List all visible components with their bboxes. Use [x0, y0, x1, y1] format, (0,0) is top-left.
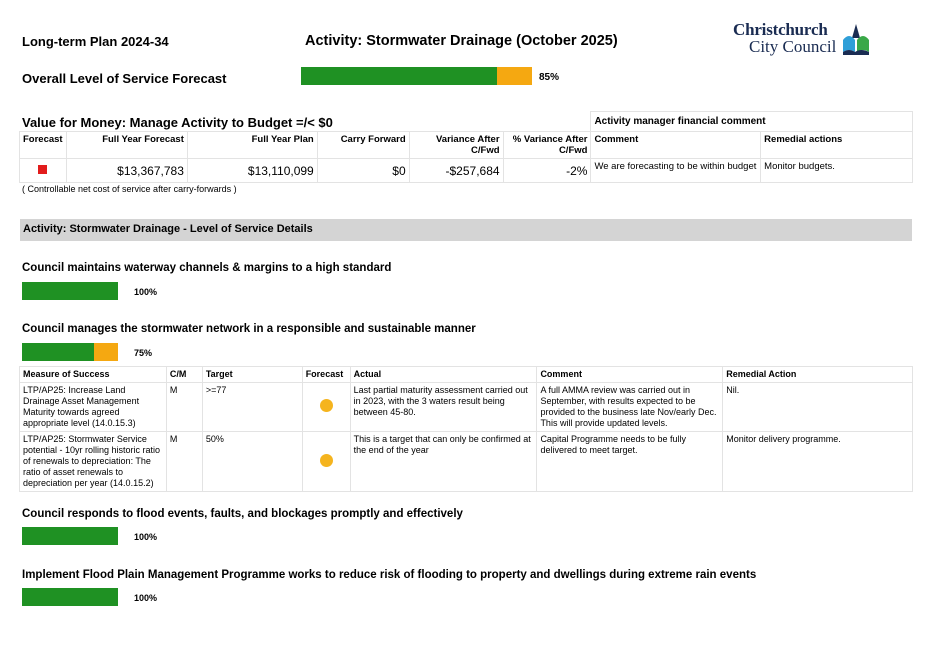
council-logo	[733, 20, 873, 60]
shortfall-segment	[497, 67, 532, 85]
section-title: Activity: Stormwater Drainage - Level of Service Details	[23, 223, 313, 235]
overall-pct: 85%	[539, 72, 560, 83]
activity-title: Activity: Stormwater Drainage (October 2025)	[305, 33, 618, 49]
achieved-segment	[301, 67, 497, 85]
carry-forward-value: $0	[317, 159, 409, 183]
table-row	[20, 432, 913, 492]
actual-cell: This is a target that can only be confirmed at the end of the year	[350, 432, 537, 492]
col-pct-variance: % Variance After C/Fwd	[503, 132, 591, 159]
measures-table	[19, 366, 913, 492]
col-remedial-action: Remedial Action	[723, 367, 913, 383]
col-variance: Variance After C/Fwd	[409, 132, 503, 159]
plan-title: Long-term Plan 2024-34	[22, 34, 169, 49]
comment-cell: Capital Programme needs to be fully delivered to meet target.	[537, 432, 723, 492]
measure-title: Council responds to flood events, faults, and blockages promptly and effectively	[22, 508, 463, 520]
measure-pct: 100%	[134, 593, 158, 603]
section-header	[20, 219, 912, 241]
overall-los-label: Overall Level of Service Forecast	[22, 71, 227, 86]
amber-status-icon	[320, 399, 333, 412]
measure-progress-bar	[22, 527, 118, 545]
col-actual: Actual	[350, 367, 537, 383]
full-year-plan-value: $13,110,099	[187, 159, 317, 183]
col-remedial: Remedial actions	[761, 132, 913, 159]
measure-progress-bar	[22, 588, 118, 606]
col-comment: Comment	[537, 367, 723, 383]
actual-cell: Last partial maturity assessment carried out in 2023, with the 3 waters result being between 45-80.	[350, 383, 537, 432]
logo-text-line2: City Council	[749, 37, 837, 56]
table-row	[20, 383, 913, 432]
col-carry-forward: Carry Forward	[317, 132, 409, 159]
financial-table	[19, 111, 913, 183]
measure-pct: 100%	[134, 287, 158, 297]
cathedral-icon	[839, 22, 873, 56]
remedial-cell: Nil.	[723, 383, 913, 432]
red-status-icon	[38, 165, 47, 174]
measure-title: Council manages the stormwater network in a responsible and sustainable manner	[22, 323, 476, 335]
vfm-title: Value for Money: Manage Activity to Budget =/< $0	[22, 115, 333, 130]
full-year-forecast-value: $13,367,783	[66, 159, 187, 183]
col-forecast: Forecast	[20, 132, 67, 159]
measure-cell: LTP/AP25: Stormwater Service potential - 10yr rolling historic ratio of renewals to depreciation: The ratio of asset renewals to depreciation per year (14.0.15.2)	[20, 432, 167, 492]
col-full-year-plan: Full Year Plan	[187, 132, 317, 159]
col-measure: Measure of Success	[20, 367, 167, 383]
achieved-segment	[22, 527, 118, 545]
financial-comment: We are forecasting to be within budget	[591, 159, 761, 183]
pct-variance-value: -2%	[503, 159, 591, 183]
achieved-segment	[22, 343, 94, 361]
cost-note: ( Controllable net cost of service after carry-forwards )	[22, 184, 237, 194]
measure-title: Council maintains waterway channels & margins to a high standard	[22, 262, 392, 274]
col-forecast: Forecast	[302, 367, 350, 383]
financial-comment-header: Activity manager financial comment	[591, 112, 913, 132]
measure-progress-bar	[22, 282, 118, 300]
variance-value: -$257,684	[409, 159, 503, 183]
target-cell: 50%	[202, 432, 302, 492]
col-cm: C/M	[166, 367, 202, 383]
col-comment: Comment	[591, 132, 761, 159]
measure-title: Implement Flood Plain Management Programme works to reduce risk of flooding to property and dwellings during extreme rain events	[22, 569, 757, 581]
cm-cell: M	[166, 383, 202, 432]
shortfall-segment	[94, 343, 118, 361]
remedial-cell: Monitor delivery programme.	[723, 432, 913, 492]
measure-pct: 100%	[134, 532, 158, 542]
logo-text-line1: Christchurch	[733, 20, 828, 39]
achieved-segment	[22, 588, 118, 606]
comment-cell: A full AMMA review was carried out in September, with results expected to be provided to the business late Nov/early Dec. This will provide updated levels.	[537, 383, 723, 432]
amber-status-icon	[320, 454, 333, 467]
achieved-segment	[22, 282, 118, 300]
col-full-year-forecast: Full Year Forecast	[66, 132, 187, 159]
forecast-cell	[302, 432, 350, 492]
financial-remedial: Monitor budgets.	[761, 159, 913, 183]
forecast-cell	[302, 383, 350, 432]
col-target: Target	[202, 367, 302, 383]
cm-cell: M	[166, 432, 202, 492]
measure-cell: LTP/AP25: Increase Land Drainage Asset Management Maturity towards agreed appropriate level (14.0.15.3)	[20, 383, 167, 432]
forecast-status-cell	[20, 159, 67, 183]
measure-pct: 75%	[134, 348, 153, 358]
measure-progress-bar	[22, 343, 118, 361]
target-cell: >=77	[202, 383, 302, 432]
overall-progress-bar	[301, 67, 532, 85]
